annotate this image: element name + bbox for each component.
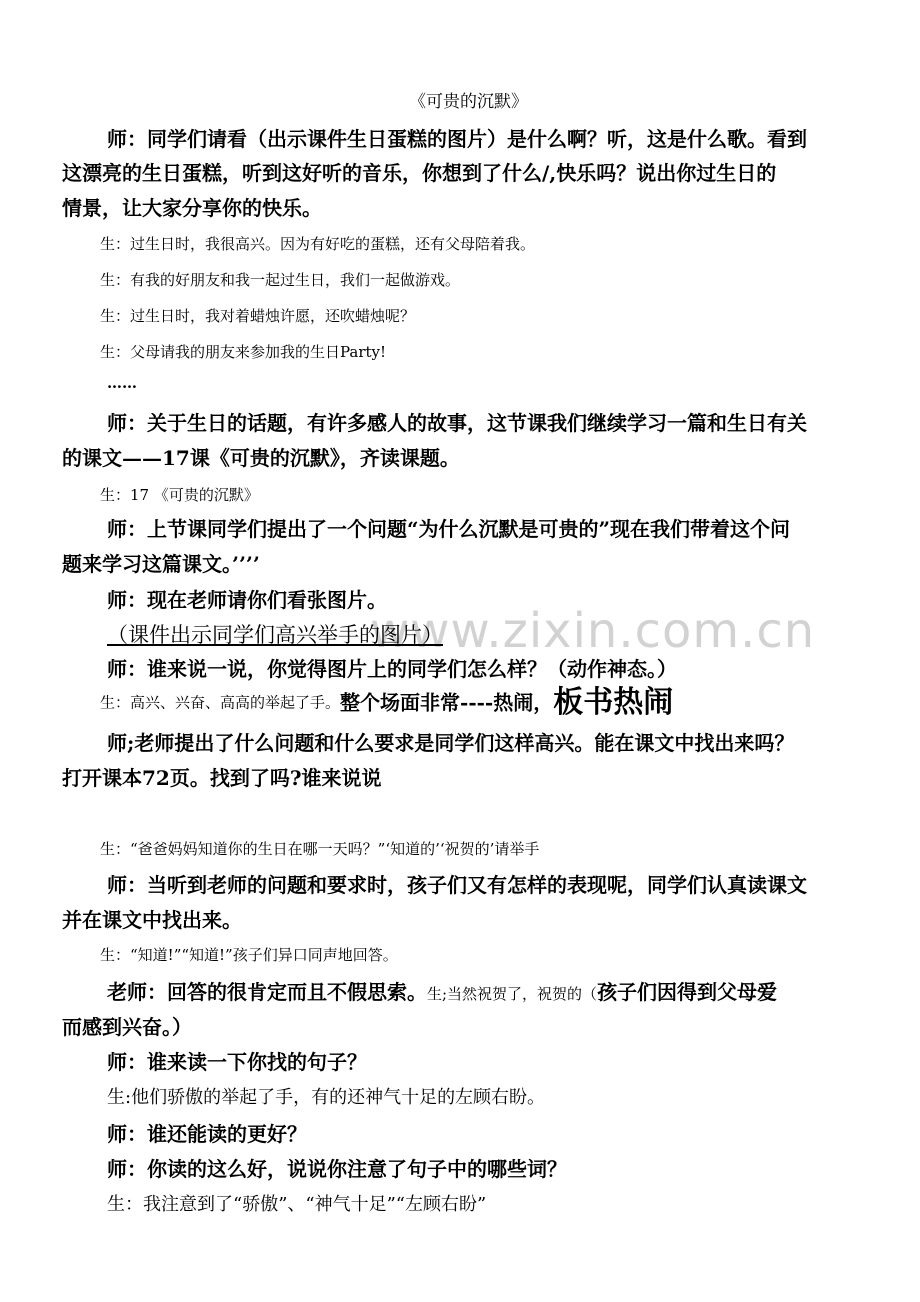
paragraph-line: 打开课本72页。找到了吗?谁来说说: [62, 766, 382, 790]
paragraph-line: 师：你读的这么好，说说你注意了句子中的哪些词？: [107, 1157, 567, 1181]
student-line: 生：“知道!”“知道!”孩子们异口同声地回答。: [100, 946, 398, 964]
student-line: 生：我注意到了“骄傲”、“神气十足”“左顾右盼”: [107, 1194, 487, 1215]
board-note: 板书热闹: [553, 685, 674, 720]
paragraph-line: 师：谁来说一说，你觉得图片上的同学们怎么样？（动作神态。）: [107, 657, 677, 681]
teacher-remark: 老师：回答的很肯定而且不假思索。: [107, 980, 427, 1004]
paragraph-line: 师：同学们请看（出示课件生日蛋糕的图片）是什么啊？听，这是什么歌。看到: [107, 127, 807, 151]
student-remark: 生;当然祝贺了，祝贺的（: [427, 985, 598, 1003]
student-line: 生：“爸爸妈妈知道你的生日在哪一天吗？”‘知道的’‘祝贺的’请举手: [100, 840, 540, 858]
student-line: 生：有我的好朋友和我一起过生日，我们一起做游戏。: [100, 271, 461, 289]
ellipsis: ……: [107, 374, 137, 392]
watermark: www.zixin.com.cn: [370, 603, 816, 659]
paragraph-line: 的课文——17课《可贵的沉默》，齐读课题。: [62, 446, 460, 470]
student-line: 生：过生日时，我对着蜡烛许愿，还吹蜡烛呢？: [100, 307, 416, 325]
paragraph-line: 师;老师提出了什么问题和什么要求是同学们这样高兴。能在课文中找出来吗？: [107, 731, 795, 755]
student-answer: 生：高兴、兴奋、高高的举起了手。: [100, 693, 341, 712]
mixed-line: [107, 980, 777, 1005]
paragraph-line: 这漂亮的生日蛋糕，听到这好听的音乐，你想到了什么/,快乐吗？说出你过生日的: [62, 161, 777, 185]
student-line: 生：父母请我的朋友来参加我的生日Party!: [100, 343, 387, 361]
scene-description: 整个场面非常----热闹，: [340, 690, 554, 715]
paragraph-line: 师：上节课同学们提出了一个问题“为什么沉默是可贵的”现在我们带着这个问: [107, 517, 791, 541]
document-title: 《可贵的沉默》: [409, 92, 528, 112]
paragraph-line: 而感到兴奋。）: [62, 1015, 192, 1039]
student-line: 生:他们骄傲的举起了手，有的还神气十足的左顾右盼。: [107, 1087, 546, 1108]
student-line: 生：过生日时，我很高兴。因为有好吃的蛋糕，还有父母陪着我。: [100, 235, 536, 253]
paragraph-line: 并在课文中找出来。: [62, 908, 242, 932]
paragraph-line: 情景，让大家分享你的快乐。: [62, 196, 322, 220]
student-line: 生：17 《可贵的沉默》: [100, 486, 259, 504]
paragraph-line: 师：谁来读一下你找的句子？: [107, 1050, 367, 1074]
student-line-with-board: [100, 684, 673, 722]
courseware-note-text: （课件出示同学们高兴举手的图片）: [107, 623, 443, 647]
courseware-note: [107, 622, 443, 648]
paragraph-line: 师：谁还能读的更好？: [107, 1122, 307, 1146]
paragraph-line: 题来学习这篇课文。’’’’: [62, 552, 260, 576]
teacher-remark-continued: 孩子们因得到父母爱: [597, 980, 778, 1004]
paragraph-line: 师：现在老师请你们看张图片。: [107, 588, 387, 612]
paragraph-line: 师：当听到老师的问题和要求时，孩子们又有怎样的表现呢，同学们认真读课文: [107, 873, 807, 897]
paragraph-line: 师：关于生日的话题，有许多感人的故事，这节课我们继续学习一篇和生日有关: [107, 411, 807, 435]
